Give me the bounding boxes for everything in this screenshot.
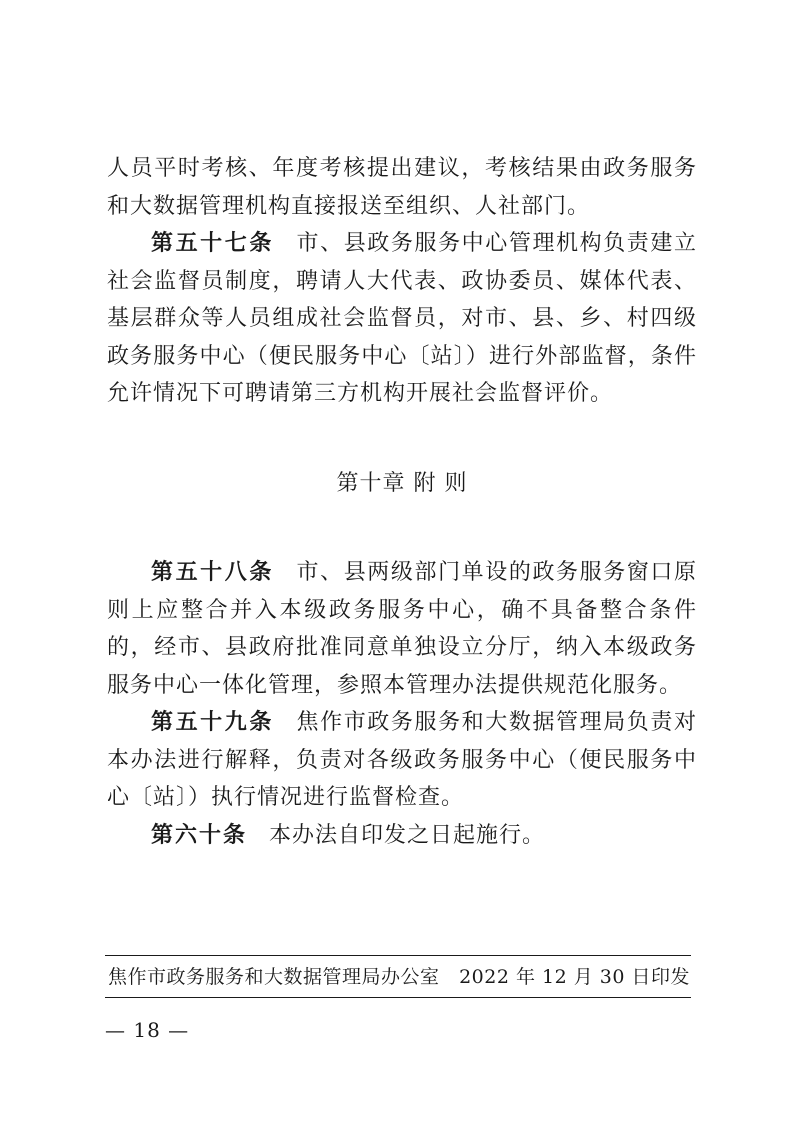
article-57-text: 市、县政务服务中心管理机构负责建立社会监督员制度，聘请人大代表、政协委员、媒体代表、基层群众等人员组成社会监督员，对市、县、乡、村四级政务服务中心（便民服务中心〔站〕）进行外部监督，条件允许情况下可聘请第三方机构开展社会监督评价。: [107, 231, 697, 406]
footer-rule-top: [105, 955, 691, 956]
article-59: [107, 704, 697, 817]
article-58-number: 第五十八条: [151, 560, 274, 585]
document-body: [107, 150, 697, 854]
chapter-title: 第十章 附 则: [336, 470, 468, 496]
footer-date: 2022 年 12 月 30 日印发: [459, 966, 690, 988]
page-number: — 18 —: [105, 1018, 190, 1042]
article-58-text: 市、县两级部门单设的政务服务窗口原则上应整合并入本级政务服务中心，确不具备整合条件的，经市、县政府批准同意单独设立分厅，纳入本级政务服务中心一体化管理，参照本管理办法提供规范化服务。: [107, 560, 697, 698]
article-58: [107, 554, 697, 704]
article-59-text: 焦作市政务服务和大数据管理局负责对本办法进行解释，负责对各级政务服务中心（便民服务中心〔站〕）执行情况进行监督检查。: [107, 710, 697, 810]
footer-issuer: 焦作市政务服务和大数据管理局办公室: [108, 966, 440, 988]
article-57: [107, 225, 697, 413]
article-60: [107, 817, 697, 855]
article-60-number: 第六十条: [151, 822, 248, 848]
article-60-text: 本办法自印发之日起施行。: [269, 822, 546, 848]
footer-rule-bottom: [105, 997, 691, 998]
article-57-number: 第五十七条: [151, 231, 274, 256]
article-59-number: 第五十九条: [151, 710, 274, 735]
footer-issuance: [108, 962, 690, 992]
continuation-paragraph: 人员平时考核、年度考核提出建议，考核结果由政务服务和大数据管理机构直接报送至组织、人社部门。: [107, 156, 697, 219]
